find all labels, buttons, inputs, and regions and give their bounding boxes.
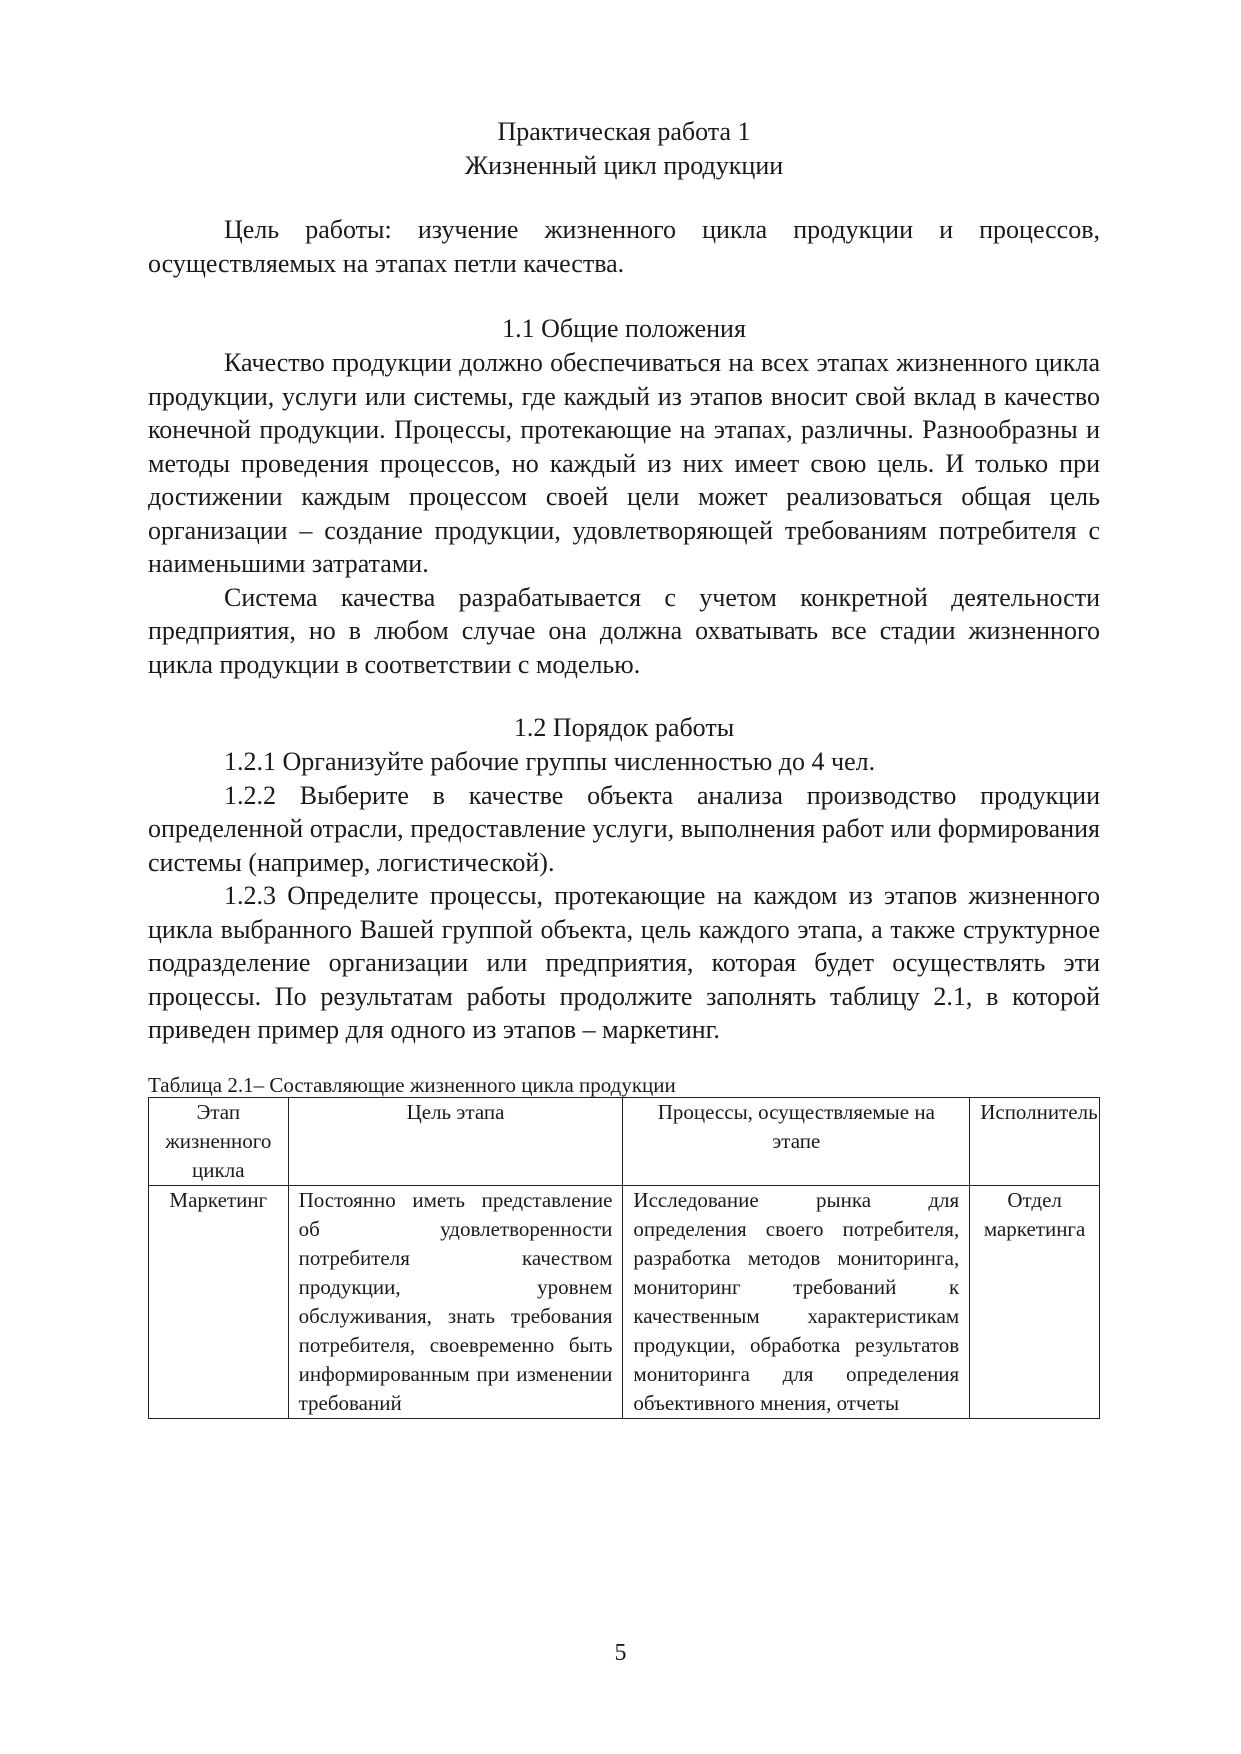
header-executor: Исполнитель: [970, 1097, 1100, 1185]
section-title-general: 1.1 Общие положения: [502, 314, 746, 343]
table-caption: Таблица 2.1– Составляющие жизненного цикла продукции: [148, 1072, 676, 1097]
header-stage: Этап жизненного цикла: [149, 1097, 289, 1185]
cell-stage: Маркетинг: [149, 1185, 289, 1418]
table-row: [149, 1185, 1100, 1418]
lifecycle-table: [148, 1097, 1100, 1419]
cell-goal: Постоянно иметь представление об удовлетворенности потребителя качеством продукции, уровнем обслуживания, знать требования потребителя, своевременно быть информированным при изменении требований: [288, 1185, 623, 1418]
table-header-row: [149, 1097, 1100, 1185]
header-goal: Цель этапа: [288, 1097, 623, 1185]
general-paragraph-1: Качество продукции должно обеспечиваться на всех этапах жизненного цикла продукции, услуги или системы, где каждый из этапов вносит свой вклад в качество конечной продукции. Процессы, протекающие на этапах, различны. Разнообразны и методы проведения процессов, но каждый из них имеет свою цель. И только при достижении каждым процессом своей цели может реализоваться общая цель организации – создание продукции, удовлетворяющей требованиям потребителя с наименьшими затратами.: [148, 348, 1100, 578]
cell-processes: Исследование рынка для определения своего потребителя, разработка методов мониторинга, мониторинг требований к качественным характеристикам продукции, обработка результатов мониторинга для определения объективного мнения, отчеты: [623, 1185, 970, 1418]
page-number: 5: [614, 1640, 627, 1666]
page-content: [148, 115, 1100, 1419]
procedure-step-3: 1.2.3 Определите процессы, протекающие на каждом из этапов жизненного цикла выбранного Вашей группой объекта, цель каждого этапа, а также структурное подразделение организации или предприятия, которая будет осуществлять эти процессы. По результатам работы продолжите заполнять таблицу 2.1, в которой приведен пример для одного из этапов – маркетинг.: [148, 881, 1100, 1044]
section-title-procedure: 1.2 Порядок работы: [513, 713, 735, 742]
document-subtitle: Жизненный цикл продукции: [464, 151, 784, 180]
document-title: Практическая работа 1: [497, 117, 751, 146]
header-processes: Процессы, осуществляемые на этапе: [623, 1097, 970, 1185]
procedure-step-2: 1.2.2 Выберите в качестве объекта анализа производство продукции определенной отрасли, предоставление услуги, выполнения работ или формирования системы (например, логистической).: [148, 780, 1100, 877]
goal-paragraph: Цель работы: изучение жизненного цикла продукции и процессов, осуществляемых на этапах петли качества.: [148, 215, 1100, 278]
cell-executor: Отдел маркетинга: [970, 1185, 1100, 1418]
procedure-step-1: 1.2.1 Организуйте рабочие группы численностью до 4 чел.: [224, 747, 876, 776]
general-paragraph-2: Система качества разрабатывается с учетом конкретной деятельности предприятия, но в любом случае она должна охватывать все стадии жизненного цикла продукции в соответствии с моделью.: [148, 582, 1100, 679]
document-heading: [148, 115, 1100, 183]
